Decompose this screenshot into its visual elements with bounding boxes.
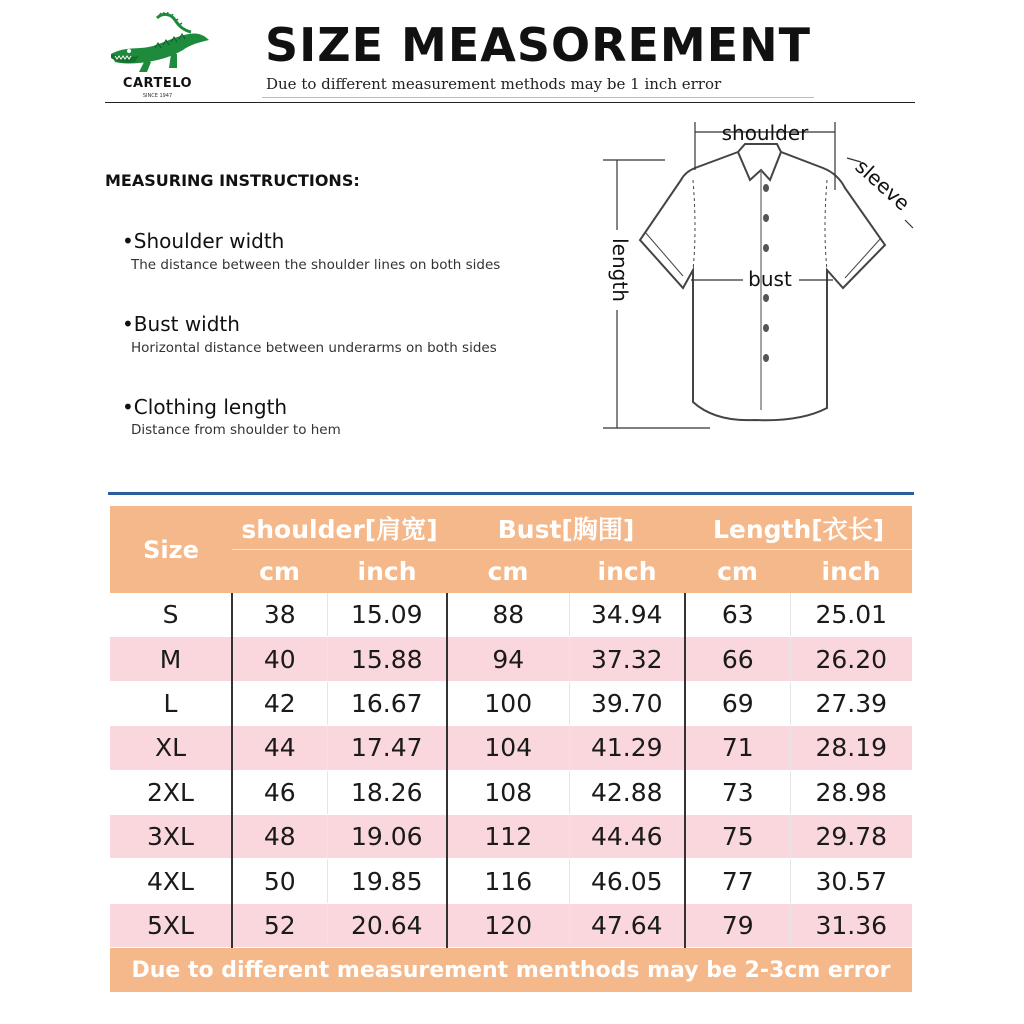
table-body [110, 593, 912, 948]
subtitle-divider [262, 97, 814, 98]
unit-header: cm [685, 550, 790, 594]
diagram-label-bust: bust [748, 267, 792, 291]
measurement-cell: 42.88 [569, 770, 685, 814]
size-cell: L [110, 681, 232, 725]
measurement-cell: 17.47 [327, 726, 447, 770]
size-cell: 5XL [110, 903, 232, 947]
measurement-cell: 116 [447, 859, 569, 903]
table-row [110, 903, 912, 947]
subtitle: Due to different measurement methods may be 1 inch error [266, 75, 722, 93]
measurement-cell: 38 [232, 593, 327, 637]
measurement-cell: 79 [685, 903, 790, 947]
measurement-cell: 26.20 [790, 637, 912, 681]
measurement-cell: 66 [685, 637, 790, 681]
unit-header: cm [232, 550, 327, 594]
size-chart-table [110, 506, 912, 992]
measurement-cell: 27.39 [790, 681, 912, 725]
table-row [110, 726, 912, 770]
size-cell: XL [110, 726, 232, 770]
measurement-cell: 108 [447, 770, 569, 814]
instruction-title-shoulder: •Shoulder width [122, 229, 285, 253]
page-title: SIZE MEASOREMENT [265, 18, 811, 72]
measurement-cell: 25.01 [790, 593, 912, 637]
measurement-cell: 120 [447, 903, 569, 947]
measurement-cell: 19.06 [327, 814, 447, 858]
measurement-cell: 48 [232, 814, 327, 858]
measurement-cell: 29.78 [790, 814, 912, 858]
size-cell: M [110, 637, 232, 681]
diagram-label-shoulder: shoulder [721, 121, 809, 145]
brand-since: SINCE 1947 [142, 93, 173, 99]
measurement-cell: 15.09 [327, 593, 447, 637]
instruction-title-length: •Clothing length [122, 395, 288, 419]
table-top-rule [108, 492, 914, 495]
measurement-cell: 20.64 [327, 903, 447, 947]
measurement-cell: 77 [685, 859, 790, 903]
measurement-cell: 15.88 [327, 637, 447, 681]
measurement-cell: 42 [232, 681, 327, 725]
instruction-desc-length: Distance from shoulder to hem [131, 422, 341, 438]
table-row [110, 681, 912, 725]
measurement-cell: 28.19 [790, 726, 912, 770]
measurement-cell: 50 [232, 859, 327, 903]
size-cell: 3XL [110, 814, 232, 858]
diagram-label-length: length [608, 238, 632, 302]
table-row [110, 814, 912, 858]
group-header-shoulder: shoulder[肩宽] [232, 506, 447, 550]
table-row [110, 859, 912, 903]
measurement-cell: 100 [447, 681, 569, 725]
brand-name: CARTELO [122, 76, 193, 91]
measurement-cell: 40 [232, 637, 327, 681]
unit-header: inch [327, 550, 447, 594]
header-divider [105, 102, 915, 103]
unit-header: cm [447, 550, 569, 594]
size-cell: 2XL [110, 770, 232, 814]
size-cell: 4XL [110, 859, 232, 903]
measurement-cell: 46.05 [569, 859, 685, 903]
measurement-cell: 69 [685, 681, 790, 725]
measurement-cell: 37.32 [569, 637, 685, 681]
measurement-cell: 31.36 [790, 903, 912, 947]
measurement-cell: 18.26 [327, 770, 447, 814]
measurement-cell: 19.85 [327, 859, 447, 903]
instruction-title-bust: •Bust width [122, 312, 240, 336]
diagram-label-sleeve: sleeve [850, 154, 915, 216]
measurement-cell: 44.46 [569, 814, 685, 858]
measurement-cell: 88 [447, 593, 569, 637]
instruction-desc-shoulder: The distance between the shoulder lines on both sides [131, 257, 501, 273]
size-cell: S [110, 593, 232, 637]
measurement-cell: 75 [685, 814, 790, 858]
measurement-cell: 112 [447, 814, 569, 858]
measurement-cell: 28.98 [790, 770, 912, 814]
unit-header: inch [790, 550, 912, 594]
size-column-header: Size [110, 506, 232, 593]
measurement-cell: 94 [447, 637, 569, 681]
table-row [110, 637, 912, 681]
measurement-cell: 52 [232, 903, 327, 947]
instruction-desc-bust: Horizontal distance between underarms on both sides [131, 340, 497, 356]
table-footer-note: Due to different measurement menthods may be 2-3cm error [110, 948, 912, 993]
table-row [110, 593, 912, 637]
measurement-diagram [595, 110, 925, 440]
measurement-cell: 63 [685, 593, 790, 637]
measurement-cell: 41.29 [569, 726, 685, 770]
measurement-cell: 44 [232, 726, 327, 770]
measurement-cell: 34.94 [569, 593, 685, 637]
measurement-cell: 46 [232, 770, 327, 814]
measurement-cell: 30.57 [790, 859, 912, 903]
instructions-heading: MEASURING INSTRUCTIONS: [105, 171, 360, 190]
measurement-cell: 104 [447, 726, 569, 770]
group-header-length: Length[衣长] [685, 506, 912, 550]
measurement-cell: 73 [685, 770, 790, 814]
unit-header: inch [569, 550, 685, 594]
group-header-bust: Bust[胸围] [447, 506, 685, 550]
measurement-cell: 39.70 [569, 681, 685, 725]
measurement-cell: 71 [685, 726, 790, 770]
table-row [110, 770, 912, 814]
measurement-cell: 16.67 [327, 681, 447, 725]
measurement-cell: 47.64 [569, 903, 685, 947]
